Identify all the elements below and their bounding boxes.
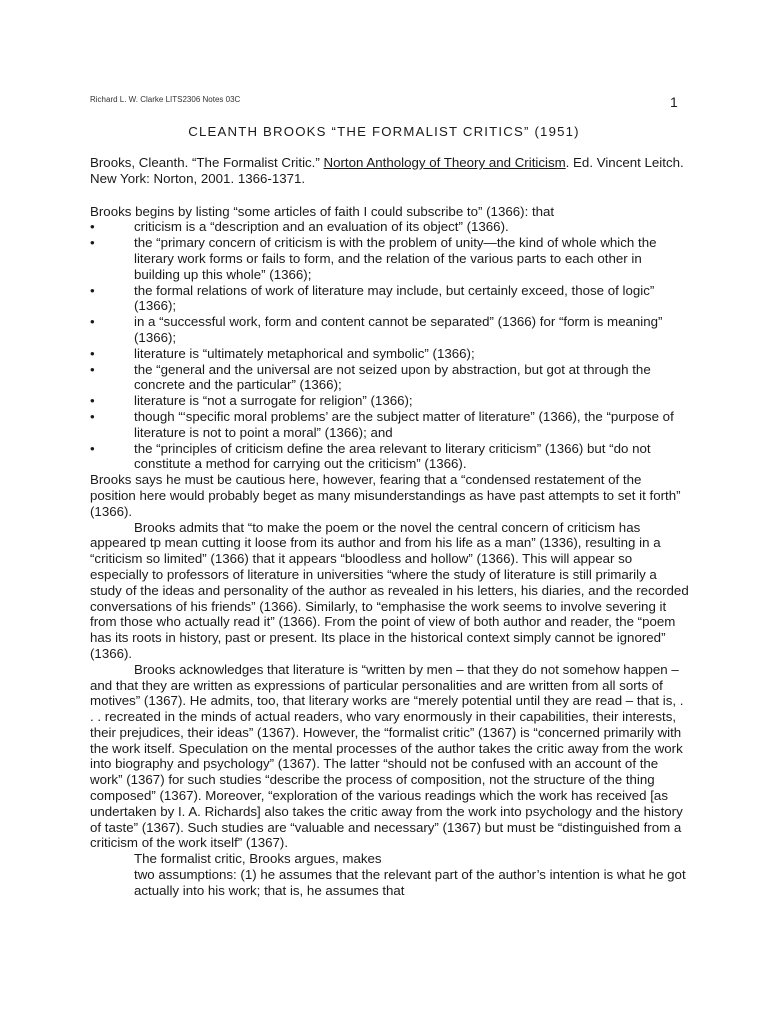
page-title: CLEANTH BROOKS “THE FORMALIST CRITICS” (1951) [188,124,580,139]
list-item-text: though “‘specific moral problems’ are the subject matter of literature” (1366), the “purpose of literature is not to point a moral” (1366); and [134,408,674,440]
list-item-text: the “principles of criticism define the area relevant to literary criticism” (1366) but “do not constitute a method for carrying out the criticism” (1366). [134,440,651,472]
list-item [90,235,690,282]
bullet-icon: • [90,282,95,298]
closing-text: two assumptions: (1) he assumes that the relevant part of the author’s intention is what he got actually into his work; that is, he assumes that [134,867,686,898]
page-number: 1 [670,94,678,110]
bullet-icon: • [90,219,95,235]
intro-line: Brooks begins by listing “some articles of faith I could subscribe to” (1366): that [90,203,555,219]
bullet-icon: • [90,393,95,409]
header-note: Richard L. W. Clarke LITS2306 Notes 03C [90,95,241,104]
bullet-icon: • [90,361,95,377]
citation-part2: . Ed. Vincent Leitch. New York: Norton, 2001. 1366-1371. [90,155,684,186]
bullet-icon: • [90,408,95,424]
list-item [90,393,690,409]
articles-of-faith-list [90,219,690,472]
list-item-text: the formal relations of work of literature may include, but certainly exceed, those of logic” (1366); [134,282,655,314]
list-item [90,314,690,346]
bullet-icon: • [90,345,95,361]
list-item-text: the “general and the universal are not seized upon by abstraction, but got at through the concrete and the particular” (1366); [134,361,651,393]
closing-lead: The formalist critic, Brooks argues, makes [134,851,382,867]
paragraph-formalist-critic: Brooks acknowledges that literature is “written by men – that they do not somehow happen – and that they are written as expressions of particular personalities and are written from all sorts of motives” (1367). He admits, too, that literary works are “merely potential until they are read – that is, . . . recreated in the minds of actual readers, who vary enormously in their capabilities, their interests, their prejudices, their ideas” (1367). However, the “formalist critic” (1367) is “concerned primarily with the work itself. Speculation on the mental processes of the author takes the critic away from the work into biography and psychology” (1367). The latter “should not be confused with an account of the work” (1367) for such studies “describe the process of composition, not the structure of the thing composed” (1367). Moreover, “exploration of the various readings which the work has received [as undertaken by I. A. Richards] also takes the critic away from the work into psychology and the history of taste” (1367). Such studies are “valuable and necessary” (1367) but must be “distinguished from a criticism of the work itself” (1367). [90,661,684,851]
list-item-text: criticism is a “description and an evaluation of its object” (1366). [134,219,509,235]
list-item [90,362,690,394]
list-item-text: literature is “not a surrogate for religion” (1366); [134,393,413,409]
paragraph-author-reader: Brooks admits that “to make the poem or the novel the central concern of criticism has appeared tp mean cutting it loose from its author and from his life as a man” (1336), resulting in a “criticism so limited” (1366) that it appears “bloodless and hollow” (1366). This will appear so especially to professors of literature in universities “where the study of literature is still primarily a study of the ideas and personality of the author as revealed in his letters, his diaries, and the recorded conversations of his friends” (1366). Similarly, to “emphasise the work seems to involve severing it from those who actually read it” (1366). From the point of view of both author and reader, the “poem has its roots in history, past or present. Its place in the historical context simply cannot be ignored” (1366). [90,519,689,661]
document-body [90,155,690,899]
list-item-text: the “primary concern of criticism is with the problem of unity—the kind of whole which the literary work forms or fails to form, and the relation of the various parts to each other in building up this whole” (1366); [134,235,657,282]
paragraph-caution: Brooks says he must be cautious here, however, fearing that a “condensed restatement of the position here would probably beget as many misunderstandings as have past attempts to set it forth” (1366). [90,472,681,519]
list-item-text: literature is “ultimately metaphorical and symbolic” (1366); [134,345,475,361]
list-item [90,409,690,441]
bullet-icon: • [90,314,95,330]
list-item-text: in a “successful work, form and content cannot be separated” (1366) for “form is meaning” (1366); [134,314,663,345]
citation-part1: Brooks, Cleanth. “The Formalist Critic.” [90,155,324,170]
list-item [90,441,690,473]
citation [90,155,690,187]
list-item [90,219,690,235]
list-item [90,346,690,362]
bullet-icon: • [90,440,95,456]
bullet-icon: • [90,235,95,251]
anthology-title: Norton Anthology of Theory and Criticism [323,155,566,170]
list-item [90,283,690,315]
